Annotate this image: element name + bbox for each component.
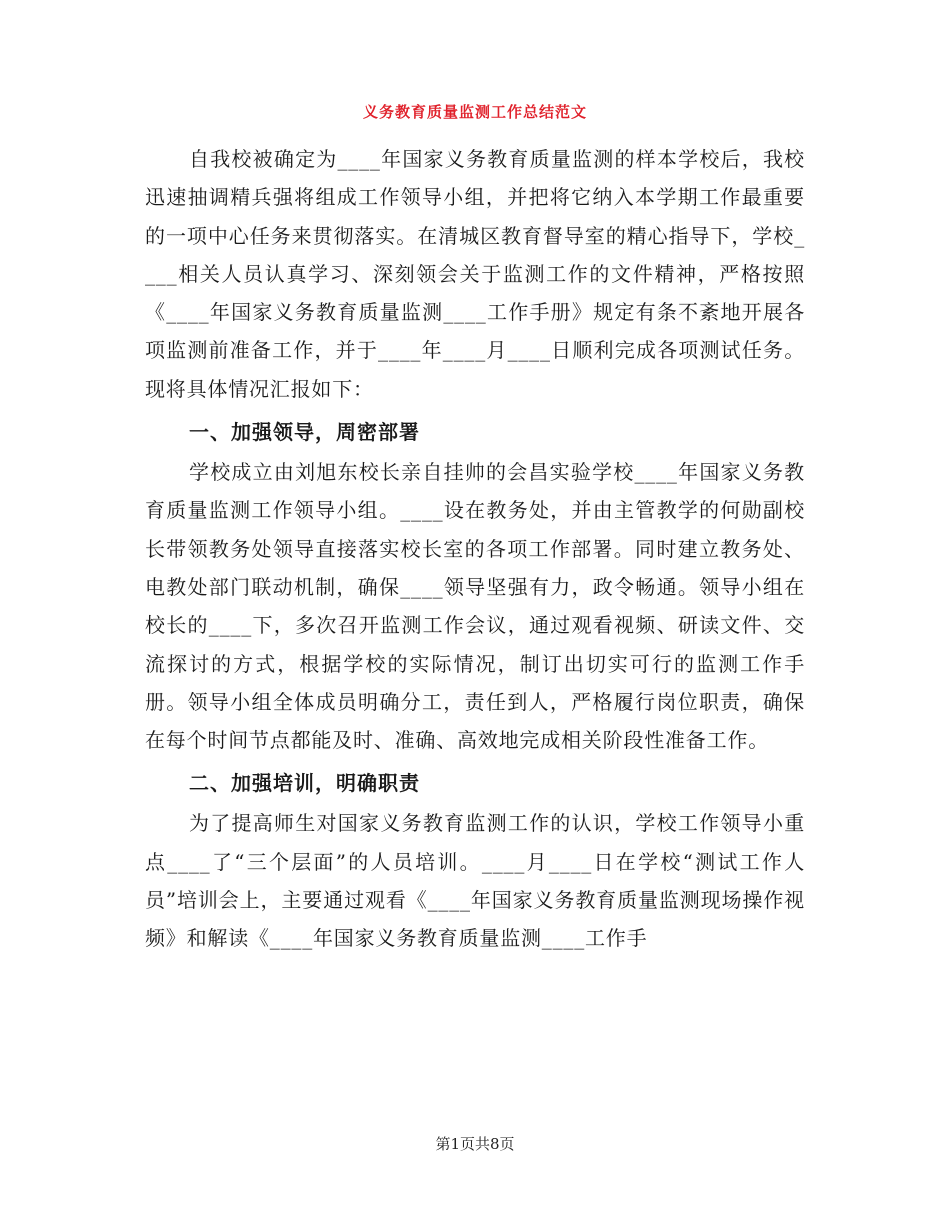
- document-body: [145, 140, 805, 958]
- leadership-paragraph: 学校成立由刘旭东校长亲自挂帅的会昌实验学校____年国家义务教育质量监测工作领导小组。____设在教务处，并由主管教学的何勋副校长带领教务处领导直接落实校长室的各项工作部署。同时建立教务处、电教处部门联动机制，确保____领导坚强有力，政令畅通。领导小组在校长的____下，多次召开监测工作会议，通过观看视频、研读文件、交流探讨的方式，根据学校的实际情况，制订出切实可行的监测工作手册。领导小组全体成员明确分工，责任到人，严格履行岗位职责，确保在每个时间节点都能及时、准确、高效地完成相关阶段性准备工作。: [145, 460, 805, 753]
- document-title: 义务教育质量监测工作总结范文: [362, 103, 587, 121]
- training-paragraph: 为了提高师生对国家义务教育监测工作的认识，学校工作领导小重点____了“三个层面”的人员培训。____月____日在学校“测试工作人员”培训会上，主要通过观看《____年国家义务教育质量监测现场操作视频》和解读《____年国家义务教育质量监测____工作手: [145, 811, 805, 951]
- section-heading-training: 二、加强培训，明确职责: [189, 771, 420, 796]
- section-heading-leadership: 一、加强领导，周密部署: [189, 420, 420, 445]
- page-number-footer: 第1页共8页: [435, 1135, 515, 1153]
- intro-paragraph: 自我校被确定为____年国家义务教育质量监测的样本学校后，我校迅速抽调精兵强将组成工作领导小组，并把将它纳入本学期工作最重要的一项中心任务来贯彻落实。在清城区教育督导室的精心指导下，学校____相关人员认真学习、深刻领会关于监测工作的文件精神，严格按照《____年国家义务教育质量监测____工作手册》规定有条不紊地开展各项监测前准备工作，并于____年____月____日顺利完成各项测试任务。现将具体情况汇报如下：: [145, 147, 805, 401]
